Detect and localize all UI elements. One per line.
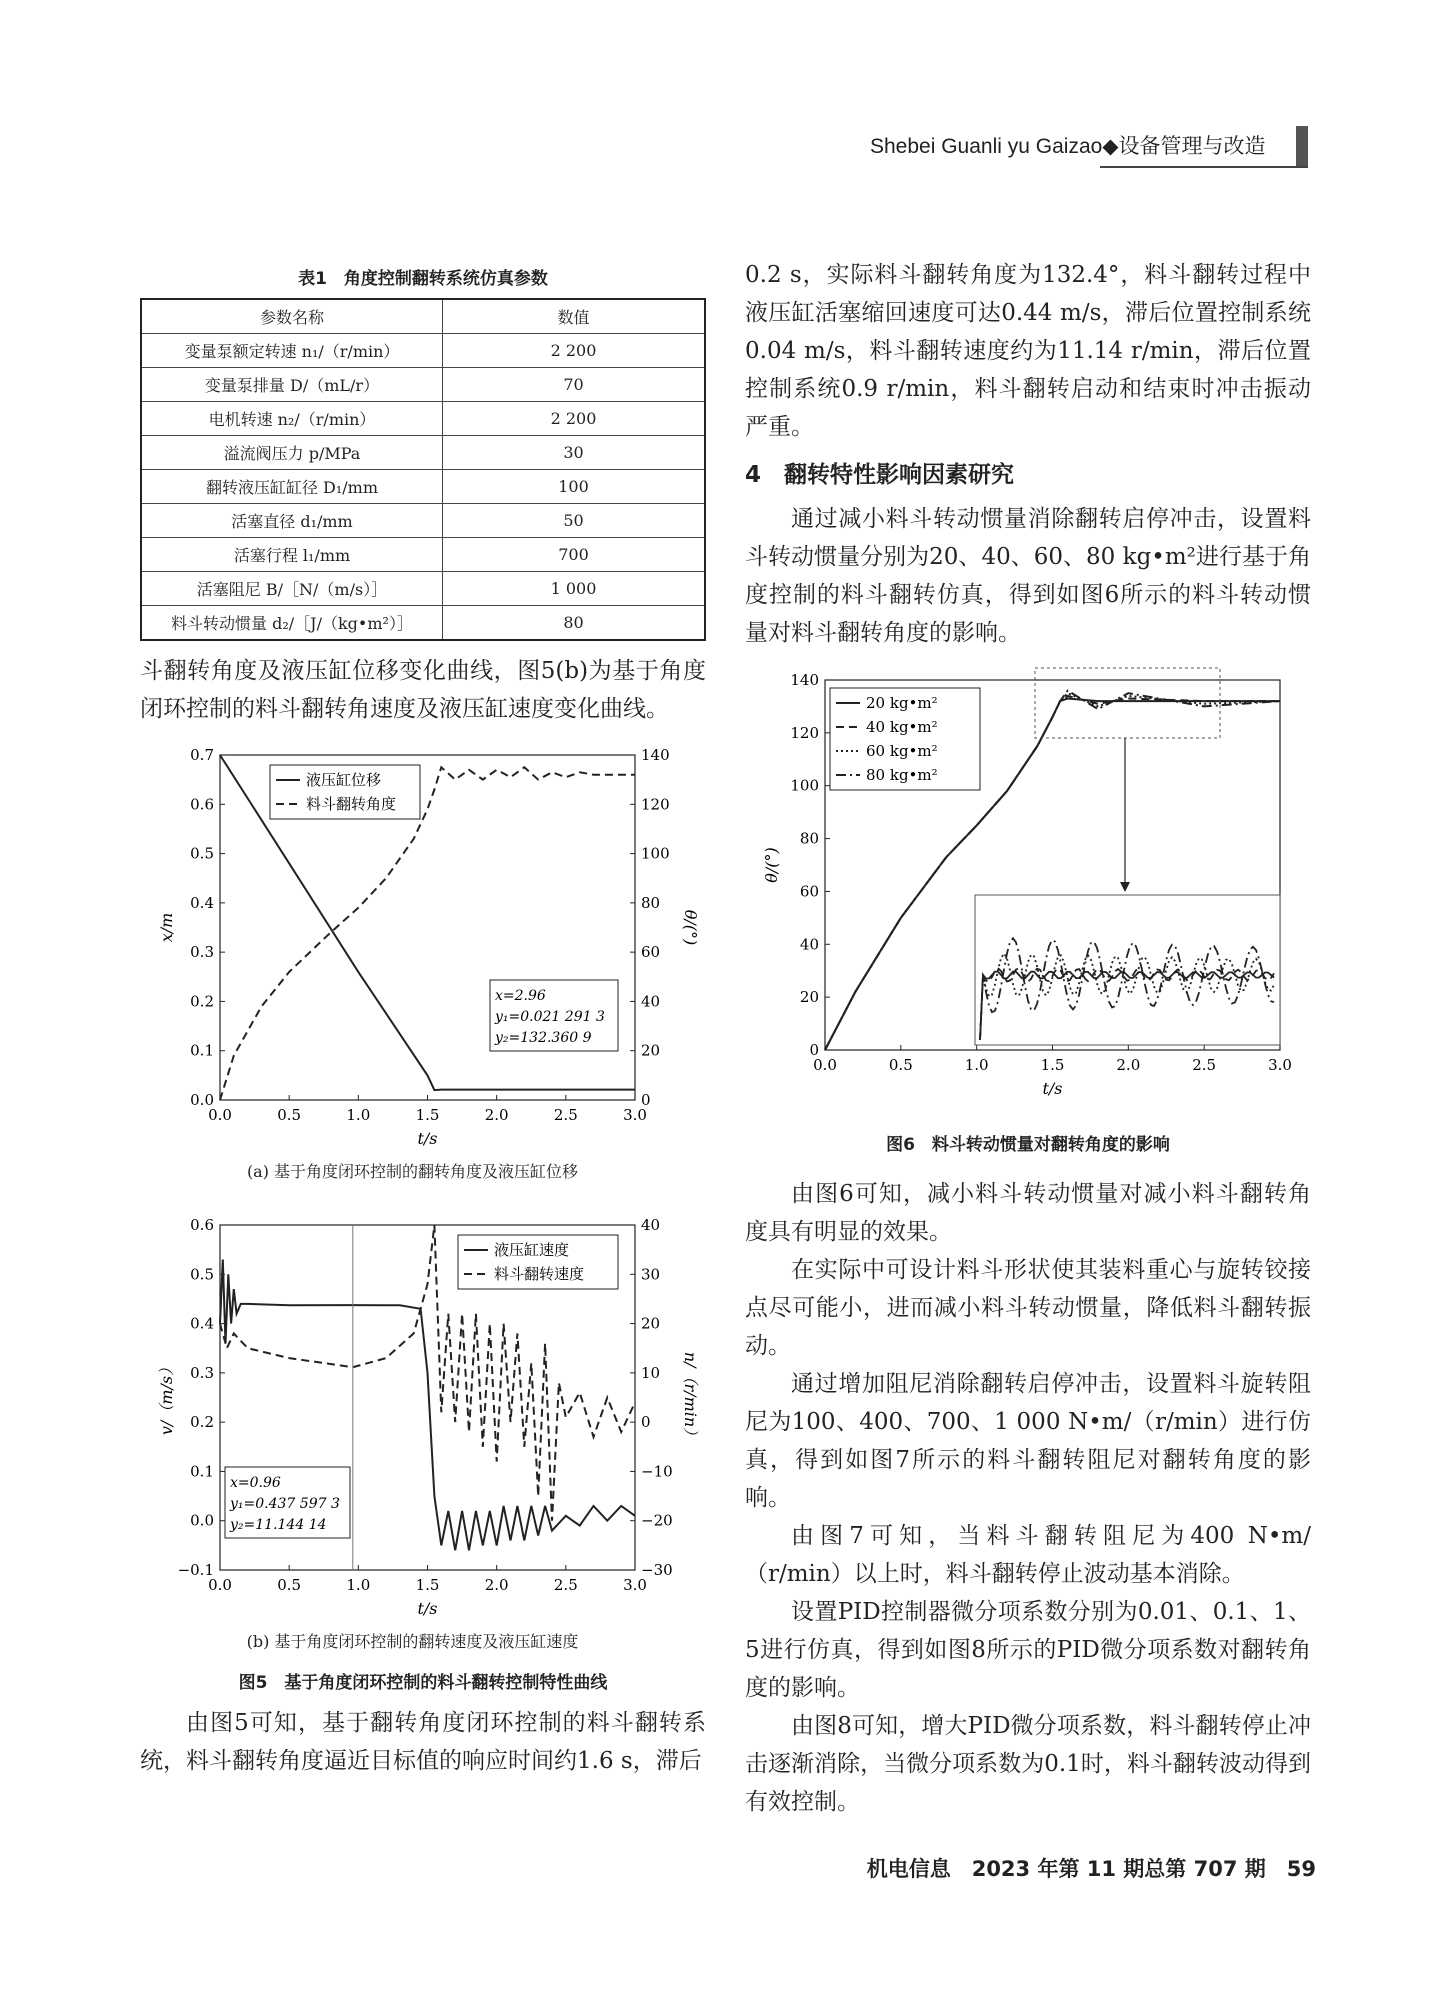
annotation-text: x=2.96 [495, 988, 546, 1004]
header-underline [1100, 166, 1308, 168]
table-row [141, 606, 705, 641]
left-column-top [140, 652, 706, 728]
table-cell: 700 [443, 538, 706, 572]
table-cell: 80 [443, 606, 706, 641]
x-tick-label: 0.0 [208, 1576, 232, 1594]
figure-5-caption: 图5 基于角度闭环控制的料斗翻转控制特性曲线 [238, 1673, 608, 1693]
y2-tick-label: 40 [641, 992, 661, 1011]
y2-tick-label: −10 [641, 1462, 673, 1481]
figure-5a-subcaption: (a) 基于角度闭环控制的翻转角度及液压缸位移 [246, 1162, 579, 1181]
y2-tick-label: 20 [641, 1041, 661, 1060]
figure-5b [140, 1205, 700, 1660]
annotation-text: y₁=0.437 597 3 [230, 1496, 340, 1512]
y2-tick-label: 0 [641, 1091, 651, 1109]
y-tick-label: 120 [790, 723, 819, 742]
y2-tick-label: 10 [641, 1363, 661, 1382]
x-tick-label: 3.0 [623, 1576, 647, 1594]
y2-tick-label: 30 [641, 1265, 661, 1284]
table-row [141, 470, 705, 504]
y2-axis-label: θ/(°) [681, 909, 700, 946]
y-tick-label: 0.1 [190, 1462, 214, 1481]
x-tick-label: 2.0 [484, 1106, 509, 1124]
legend-label: 20 kg•m² [866, 694, 938, 712]
y2-tick-label: −20 [641, 1511, 673, 1530]
legend-label: 液压缸位移 [306, 771, 382, 789]
annotation-text: y₂=132.360 9 [495, 1030, 592, 1046]
right-column-top [745, 256, 1311, 652]
table-header-cell: 数值 [443, 299, 706, 334]
y-tick-label: −0.1 [177, 1561, 214, 1579]
x-tick-label: 1.0 [346, 1576, 371, 1594]
section-heading: 4 翻转特性影响因素研究 [745, 462, 1015, 488]
y-tick-label: 0.3 [190, 943, 214, 962]
y-tick-label: 0 [809, 1041, 819, 1059]
body-paragraph: 由图6可知，减小料斗转动惯量对减小料斗翻转角度具有明显的效果。 [745, 1181, 1311, 1245]
body-paragraph: 在实际中可设计料斗形状使其装料重心与旋转铰接点尽可能小，进而减小料斗转动惯量，降低料斗翻转振动。 [745, 1257, 1311, 1359]
y-axis-label: x/m [157, 912, 176, 943]
legend-label: 料斗翻转速度 [494, 1265, 585, 1283]
x-tick-label: 3.0 [1268, 1056, 1292, 1074]
table-cell: 电机转速 n₂/（r/min） [141, 402, 443, 436]
y2-tick-label: 120 [641, 795, 670, 814]
y-tick-label: 40 [799, 935, 819, 954]
table-row [141, 402, 705, 436]
y-tick-label: 20 [799, 988, 819, 1007]
parameter-table [140, 298, 706, 641]
y2-tick-label: 100 [641, 844, 670, 863]
table-cell: 变量泵额定转速 n₁/（r/min） [141, 334, 443, 368]
body-paragraph: 通过减小料斗转动惯量消除翻转启停冲击，设置料斗转动惯量分别为20、40、60、80 kg•m²进行基于角度控制的料斗翻转仿真，得到如图6所示的料斗转动惯量对料斗翻转角度的影响。 [745, 506, 1311, 646]
table-row [141, 334, 705, 368]
y2-tick-label: 60 [641, 943, 661, 962]
x-tick-label: 1.0 [346, 1106, 371, 1124]
y-tick-label: 0.5 [190, 844, 214, 863]
y-tick-label: 140 [790, 671, 819, 689]
page-footer: 机电信息 2023 年第 11 期总第 707 期 59 [866, 1857, 1316, 1881]
table-row [141, 572, 705, 606]
y-tick-label: 0.0 [190, 1091, 214, 1109]
x-axis-label: t/s [1042, 1079, 1063, 1098]
y-tick-label: 0.4 [190, 1314, 214, 1333]
table-cell: 活塞行程 l₁/mm [141, 538, 443, 572]
x-tick-label: 1.5 [415, 1576, 440, 1594]
table-cell: 溢流阀压力 p/MPa [141, 436, 443, 470]
y-tick-label: 0.7 [190, 746, 214, 764]
legend-label: 料斗翻转角度 [306, 795, 397, 813]
running-header: Shebei Guanli yu Gaizao◆设备管理与改造 [870, 135, 1266, 158]
y-tick-label: 0.6 [190, 1216, 214, 1234]
y2-tick-label: 20 [641, 1314, 661, 1333]
table-header-row [141, 299, 705, 334]
y-axis-label: θ/(°) [762, 847, 781, 883]
table-row [141, 368, 705, 402]
y-axis-label: v/（m/s） [157, 1359, 176, 1436]
annotation-text: x=0.96 [230, 1475, 281, 1491]
annotation-text: y₁=0.021 291 3 [495, 1009, 605, 1025]
y2-tick-label: 80 [641, 893, 661, 912]
y-tick-label: 0.3 [190, 1363, 214, 1382]
legend-label: 80 kg•m² [866, 766, 938, 784]
x-axis-label: t/s [417, 1129, 438, 1148]
figure-6 [745, 660, 1305, 1120]
x-tick-label: 0.5 [888, 1056, 913, 1074]
y-tick-label: 100 [790, 776, 819, 795]
y-tick-label: 0.1 [190, 1041, 214, 1060]
chart-5b [140, 1205, 700, 1625]
body-paragraph: 斗翻转角度及液压缸位移变化曲线，图5(b)为基于角度闭环控制的料斗翻转角速度及液压缸速度变化曲线。 [140, 658, 706, 722]
right-column-bottom [745, 1175, 1311, 1821]
zoom-arrow-head [1120, 882, 1130, 892]
x-tick-label: 2.0 [484, 1576, 509, 1594]
y-tick-label: 80 [799, 829, 819, 848]
table-row [141, 504, 705, 538]
body-paragraph: 由图7可知，当料斗翻转阻尼为400 N•m/（r/min）以上时，料斗翻转停止波动基本消除。 [745, 1523, 1311, 1587]
body-paragraph: 由图8可知，增大PID微分项系数，料斗翻转停止冲击逐渐消除，当微分项系数为0.1时，料斗翻转波动得到有效控制。 [745, 1713, 1311, 1815]
y2-tick-label: 40 [641, 1216, 661, 1234]
table-row [141, 436, 705, 470]
y-tick-label: 0.0 [190, 1511, 214, 1530]
body-paragraph: 通过增加阻尼消除翻转启停冲击，设置料斗旋转阻尼为100、400、700、1 000 N•m/（r/min）进行仿真，得到如图7所示的料斗翻转阻尼对翻转角度的影响。 [745, 1371, 1311, 1511]
annotation-text: y₂=11.144 14 [230, 1517, 327, 1533]
table-cell: 30 [443, 436, 706, 470]
y2-tick-label: 140 [641, 746, 670, 764]
table-cell: 料斗转动惯量 d₂/［J/（kg•m²）］ [141, 606, 443, 641]
y2-axis-label: n/（r/min） [681, 1351, 700, 1444]
x-axis-label: t/s [417, 1599, 438, 1618]
x-tick-label: 2.5 [553, 1576, 578, 1594]
legend-label: 60 kg•m² [866, 742, 938, 760]
table-cell: 活塞阻尼 B/［N/（m/s）］ [141, 572, 443, 606]
table-cell: 2 200 [443, 402, 706, 436]
legend-label: 液压缸速度 [494, 1241, 570, 1259]
body-paragraph: 0.2 s，实际料斗翻转角度为132.4°，料斗翻转过程中液压缸活塞缩回速度可达0.44 m/s，滞后位置控制系统0.04 m/s，料斗翻转速度约为11.14 r/min，滞后位置控制系统0.9 r/min，料斗翻转启动和结束时冲击振动严重。 [745, 262, 1311, 440]
chart-6 [745, 660, 1305, 1120]
figure-5a [140, 735, 700, 1190]
x-tick-label: 1.0 [964, 1056, 989, 1074]
figure-5b-subcaption: (b) 基于角度闭环控制的翻转速度及液压缸速度 [246, 1632, 579, 1651]
table-row [141, 538, 705, 572]
x-tick-label: 0.5 [277, 1106, 302, 1124]
y-tick-label: 0.5 [190, 1265, 214, 1284]
x-tick-label: 3.0 [623, 1106, 647, 1124]
chart-5a [140, 735, 700, 1155]
x-tick-label: 2.5 [553, 1106, 578, 1124]
body-paragraph: 设置PID控制器微分项系数分别为0.01、0.1、1、5进行仿真，得到如图8所示的PID微分项系数对翻转角度的影响。 [745, 1599, 1311, 1701]
x-tick-label: 2.5 [1192, 1056, 1217, 1074]
legend-label: 40 kg•m² [866, 718, 938, 736]
body-paragraph: 由图5可知，基于翻转角度闭环控制的料斗翻转系统，料斗翻转角度逼近目标值的响应时间约1.6 s，滞后 [140, 1710, 706, 1774]
x-tick-label: 0.0 [813, 1056, 837, 1074]
table1-caption: 表1 角度控制翻转系统仿真参数 [298, 269, 548, 289]
y2-tick-label: 0 [641, 1413, 651, 1432]
left-column-bottom [140, 1704, 706, 1780]
x-tick-label: 0.0 [208, 1106, 232, 1124]
table-cell: 100 [443, 470, 706, 504]
table-cell: 50 [443, 504, 706, 538]
y-tick-label: 0.2 [190, 992, 214, 1011]
table-header-cell: 参数名称 [141, 299, 443, 334]
header-bar [1296, 126, 1308, 166]
zoom-region-box [1035, 668, 1220, 738]
y-tick-label: 0.4 [190, 893, 214, 912]
figure-6-caption: 图6 料斗转动惯量对翻转角度的影响 [886, 1135, 1170, 1155]
table-cell: 变量泵排量 D/（mL/r） [141, 368, 443, 402]
table-cell: 2 200 [443, 334, 706, 368]
table-cell: 翻转液压缸缸径 D₁/mm [141, 470, 443, 504]
x-tick-label: 2.0 [1116, 1056, 1141, 1074]
table-cell: 活塞直径 d₁/mm [141, 504, 443, 538]
table-cell: 1 000 [443, 572, 706, 606]
x-tick-label: 1.5 [1040, 1056, 1065, 1074]
y-tick-label: 60 [799, 882, 819, 901]
y2-tick-label: −30 [641, 1561, 673, 1579]
y-tick-label: 0.2 [190, 1413, 214, 1432]
y-tick-label: 0.6 [190, 795, 214, 814]
x-tick-label: 0.5 [277, 1576, 302, 1594]
x-tick-label: 1.5 [415, 1106, 440, 1124]
table-cell: 70 [443, 368, 706, 402]
